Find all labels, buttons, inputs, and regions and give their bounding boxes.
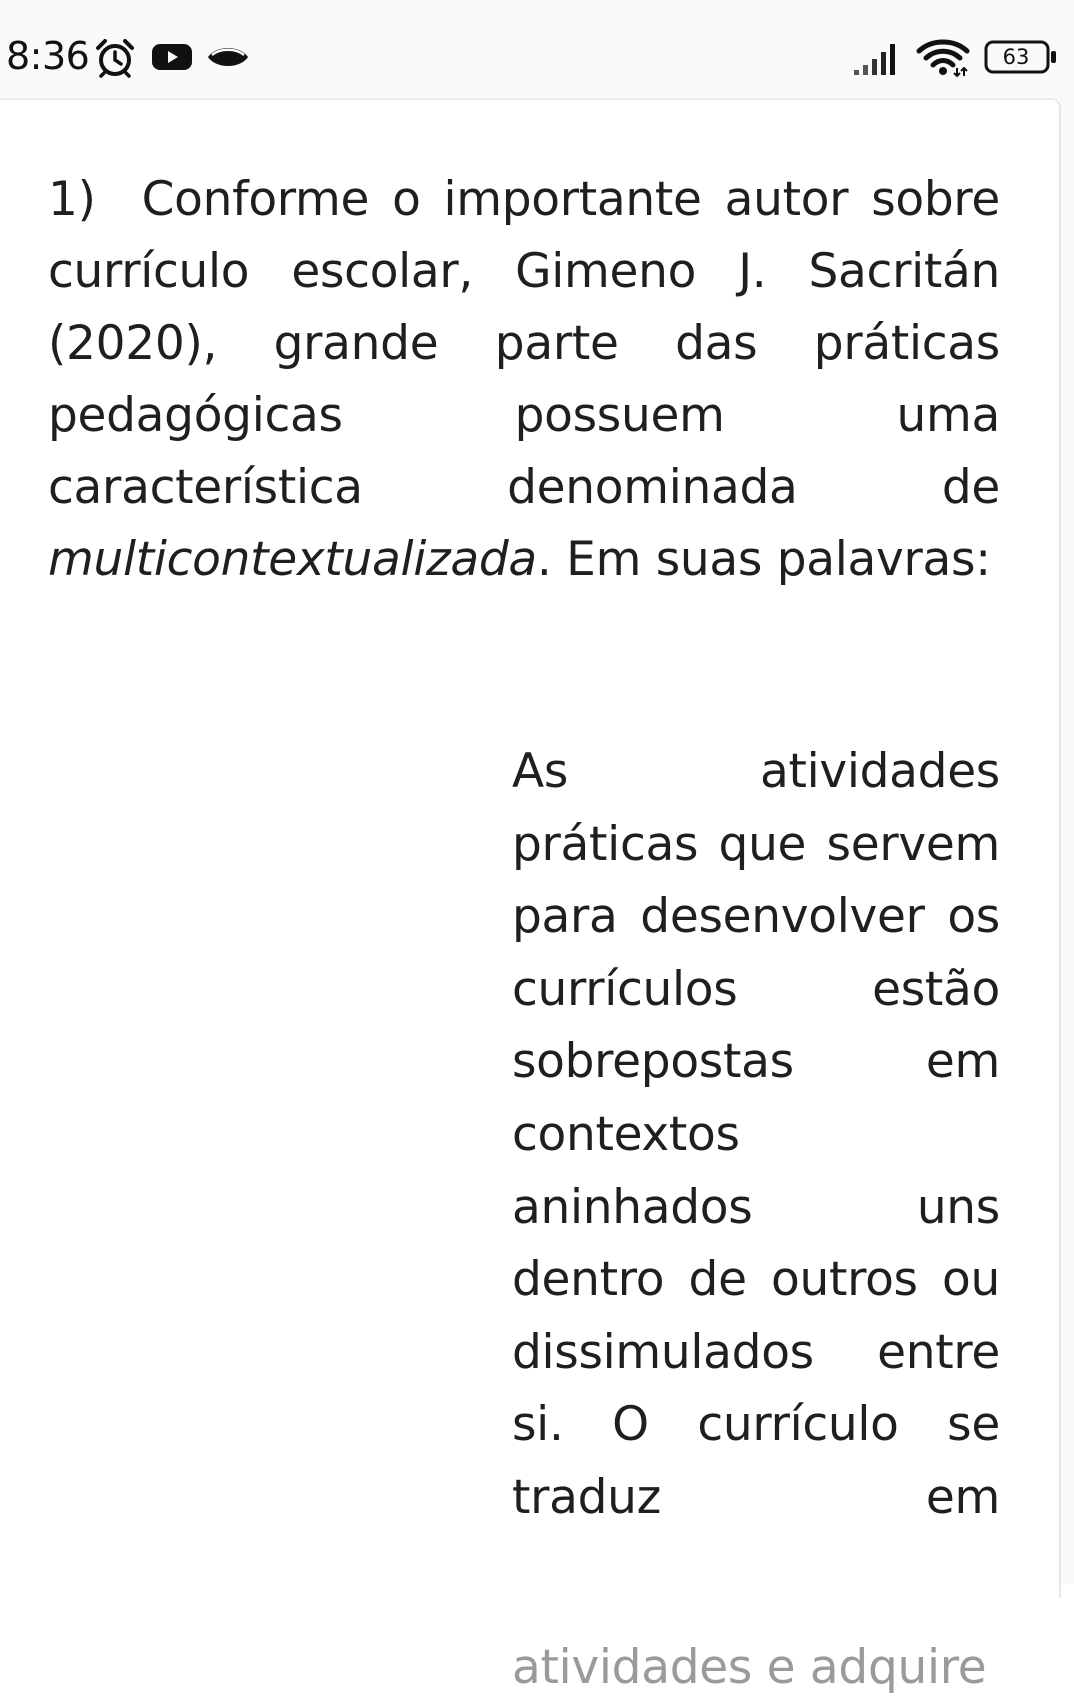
alarm-icon [94, 38, 136, 78]
quote-line: contextos [512, 1106, 740, 1162]
status-time: 8:36 [6, 34, 90, 78]
youtube-icon [150, 41, 194, 73]
quote-line: currículos estão [512, 961, 1000, 1017]
question-line: (2020), grande parte das práticas [48, 316, 1000, 371]
quote-line: aninhados uns [512, 1179, 1000, 1235]
wifi-icon [916, 38, 970, 78]
question-text [48, 164, 1000, 596]
status-bar [0, 0, 1074, 98]
quote-line: si. O currículo se [512, 1397, 1000, 1453]
quote-line: dentro de outros ou [512, 1252, 1000, 1308]
question-line: multicontextualizada. Em suas palavras: [48, 532, 991, 587]
question-line: currículo escolar, Gimeno J. Sacritán [48, 244, 1000, 299]
question-card [0, 98, 1061, 1695]
quote-cutoff-line: atividades e adquire [512, 1640, 987, 1695]
quote-line: para desenvolver os [512, 889, 1000, 945]
italic-term: multicontextualizada [48, 532, 537, 587]
question-line: 1) Conforme o importante autor sobre [48, 172, 1000, 227]
eye-icon [206, 42, 250, 72]
quote-block [512, 736, 1000, 1535]
quote-line: As atividades [512, 744, 1000, 799]
question-line: pedagógicas possuem uma [48, 388, 1000, 443]
signal-icon [852, 42, 902, 76]
quote-line: sobrepostas em [512, 1034, 1000, 1090]
quote-line: práticas que servem [512, 816, 1000, 872]
battery-level: 63 [1002, 45, 1030, 69]
quote-line: dissimulados entre [512, 1324, 1000, 1380]
question-number: 1) [48, 172, 96, 227]
question-line: característica denominada de [48, 460, 1000, 515]
quote-line: traduz em [512, 1469, 1000, 1525]
